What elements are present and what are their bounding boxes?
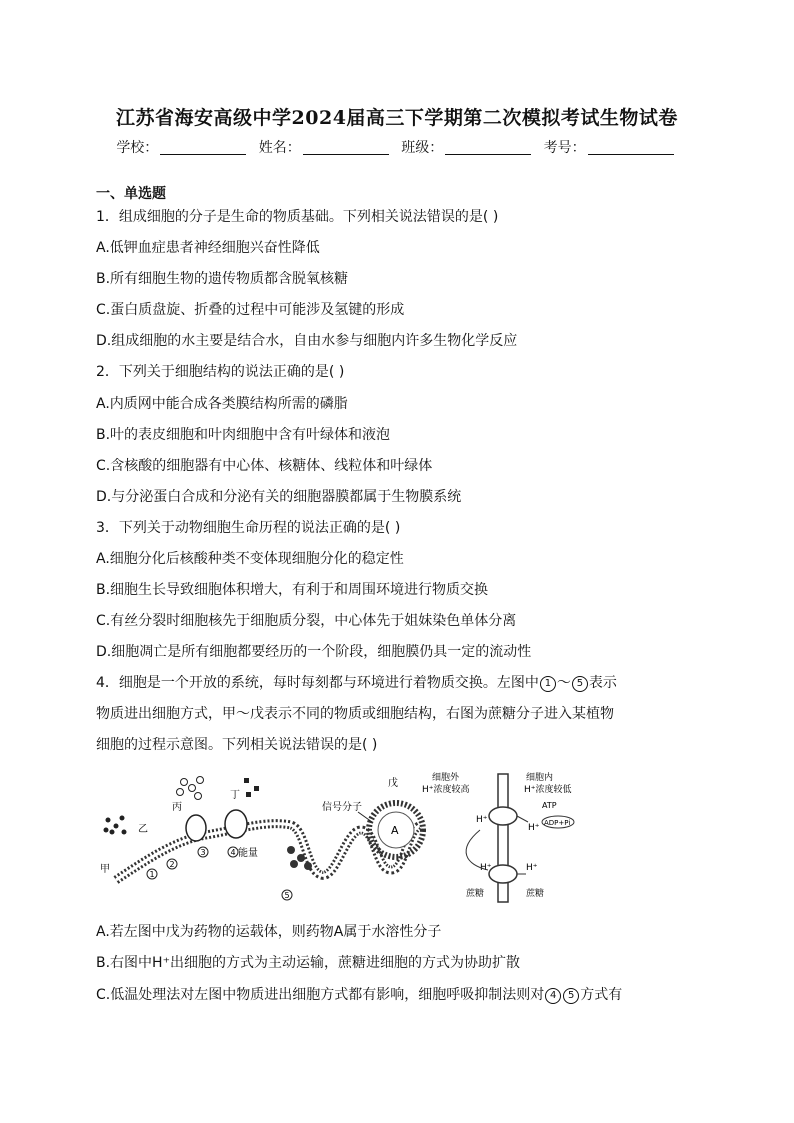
q1-stem: 1．组成细胞的分子是生命的物质基础。下列相关说法错误的是( ) xyxy=(96,209,499,225)
q3-option-a: A.细胞分化后核酸种类不变体现细胞分化的稳定性 xyxy=(96,551,404,567)
circled-number-5-option: 5 xyxy=(563,988,579,1004)
right-sucrose-diagram xyxy=(422,771,574,902)
label-outside: 细胞外 xyxy=(432,773,460,783)
q2-stem: 2．下列关于细胞结构的说法正确的是( ) xyxy=(96,364,345,380)
label-adp: ADP+Pi xyxy=(544,819,571,827)
q1-option-d: D.组成细胞的水主要是结合水，自由水参与细胞内许多生物化学反应 xyxy=(96,333,518,349)
label-bing: 丙 xyxy=(172,802,182,813)
exam-number-label: 考号： xyxy=(543,140,586,156)
class-blank[interactable] xyxy=(445,140,531,155)
q3-option-c: C.有丝分裂时细胞核先于细胞质分裂，中心体先于姐妹染色单体分离 xyxy=(96,613,517,629)
q1-option-c: C.蛋白质盘旋、折叠的过程中可能涉及氢键的形成 xyxy=(96,302,405,318)
q3-option-b: B.细胞生长导致细胞体积增大，有利于和周围环境进行物质交换 xyxy=(96,582,489,598)
label-h-3: H⁺ xyxy=(480,863,492,873)
label-inside: 细胞内 xyxy=(526,773,554,783)
q1-option-b: B.所有细胞生物的遗传物质都含脱氧核糖 xyxy=(96,271,349,287)
name-label: 姓名： xyxy=(258,140,301,156)
fig-num-2: 2 xyxy=(169,860,175,869)
student-info-line xyxy=(0,137,794,157)
label-h-2: H⁺ xyxy=(528,823,540,833)
school-blank[interactable] xyxy=(160,140,246,155)
q4-stem-line-2: 物质进出细胞方式，甲～戊表示不同的物质或细胞结构，右图为蔗糖分子进入某植物 xyxy=(96,706,614,722)
q4-option-b: B.右图中H⁺出细胞的方式为主动运输，蔗糖进细胞的方式为协助扩散 xyxy=(96,955,520,971)
q3-stem: 3．下列关于动物细胞生命历程的说法正确的是( ) xyxy=(96,520,401,536)
label-inside-h: H⁺浓度较低 xyxy=(524,785,572,795)
class-label: 班级： xyxy=(401,140,444,156)
q4-stem-line-3: 细胞的过程示意图。下列相关说法错误的是( ) xyxy=(96,737,378,753)
label-yi: 乙 xyxy=(138,824,148,835)
label-sucrose-out: 蔗糖 xyxy=(466,889,485,899)
q2-option-a: A.内质网中能合成各类膜结构所需的磷脂 xyxy=(96,396,348,412)
school-label: 学校： xyxy=(116,140,159,156)
q4-option-a: A.若左图中戊为药物的运载体，则药物A属于水溶性分子 xyxy=(96,924,442,940)
q4-stem-line-1: 4．细胞是一个开放的系统，每时每刻都与环境进行着物质交换。左图中 1 ～ 5 表示 xyxy=(96,675,617,691)
label-jia: 甲 xyxy=(100,864,110,875)
fig-num-4: 4 xyxy=(230,848,236,857)
q2-option-d: D.与分泌蛋白合成和分泌有关的细胞器膜都属于生物膜系统 xyxy=(96,489,462,505)
q4-option-c: C.低温处理法对左图中物质进出细胞方式都有影响，细胞呼吸抑制法则对 4 5 方式有 xyxy=(96,987,623,1003)
section-heading: 一、单选题 xyxy=(96,186,166,202)
label-outside-h: H⁺浓度较高 xyxy=(422,785,470,795)
circled-number-4: 4 xyxy=(545,988,561,1004)
q3-option-d: D.细胞凋亡是所有细胞都要经历的一个阶段，细胞膜仍具一定的流动性 xyxy=(96,644,532,660)
left-membrane-diagram xyxy=(100,776,423,900)
label-h-4: H⁺ xyxy=(526,863,538,873)
fig-num-3: 3 xyxy=(200,848,206,857)
label-wu: 戊 xyxy=(388,778,398,789)
fig-num-1: 1 xyxy=(149,870,155,879)
label-ding: 丁 xyxy=(230,790,240,801)
q1-option-a: A.低钾血症患者神经细胞兴奋性降低 xyxy=(96,240,320,256)
circled-number-5: 5 xyxy=(572,676,588,692)
label-drug-a: A xyxy=(391,824,399,837)
q2-option-c: C.含核酸的细胞器有中心体、核糖体、线粒体和叶绿体 xyxy=(96,458,433,474)
fig-num-5: 5 xyxy=(284,891,290,900)
label-atp: ATP xyxy=(542,801,557,810)
q2-option-b: B.叶的表皮细胞和叶肉细胞中含有叶绿体和液泡 xyxy=(96,427,391,443)
label-sucrose-in: 蔗糖 xyxy=(526,889,545,899)
label-energy: 能量 xyxy=(238,848,258,859)
exam-title: 江苏省海安高级中学2024届高三下学期第二次模拟考试生物试卷 xyxy=(116,107,678,129)
membrane-transport-figure xyxy=(96,770,696,906)
name-blank[interactable] xyxy=(303,140,389,155)
label-signal-molecule: 信号分子 xyxy=(322,802,362,813)
exam-number-blank[interactable] xyxy=(588,140,674,155)
label-h-1: H⁺ xyxy=(476,815,488,825)
circled-number-1: 1 xyxy=(540,676,556,692)
